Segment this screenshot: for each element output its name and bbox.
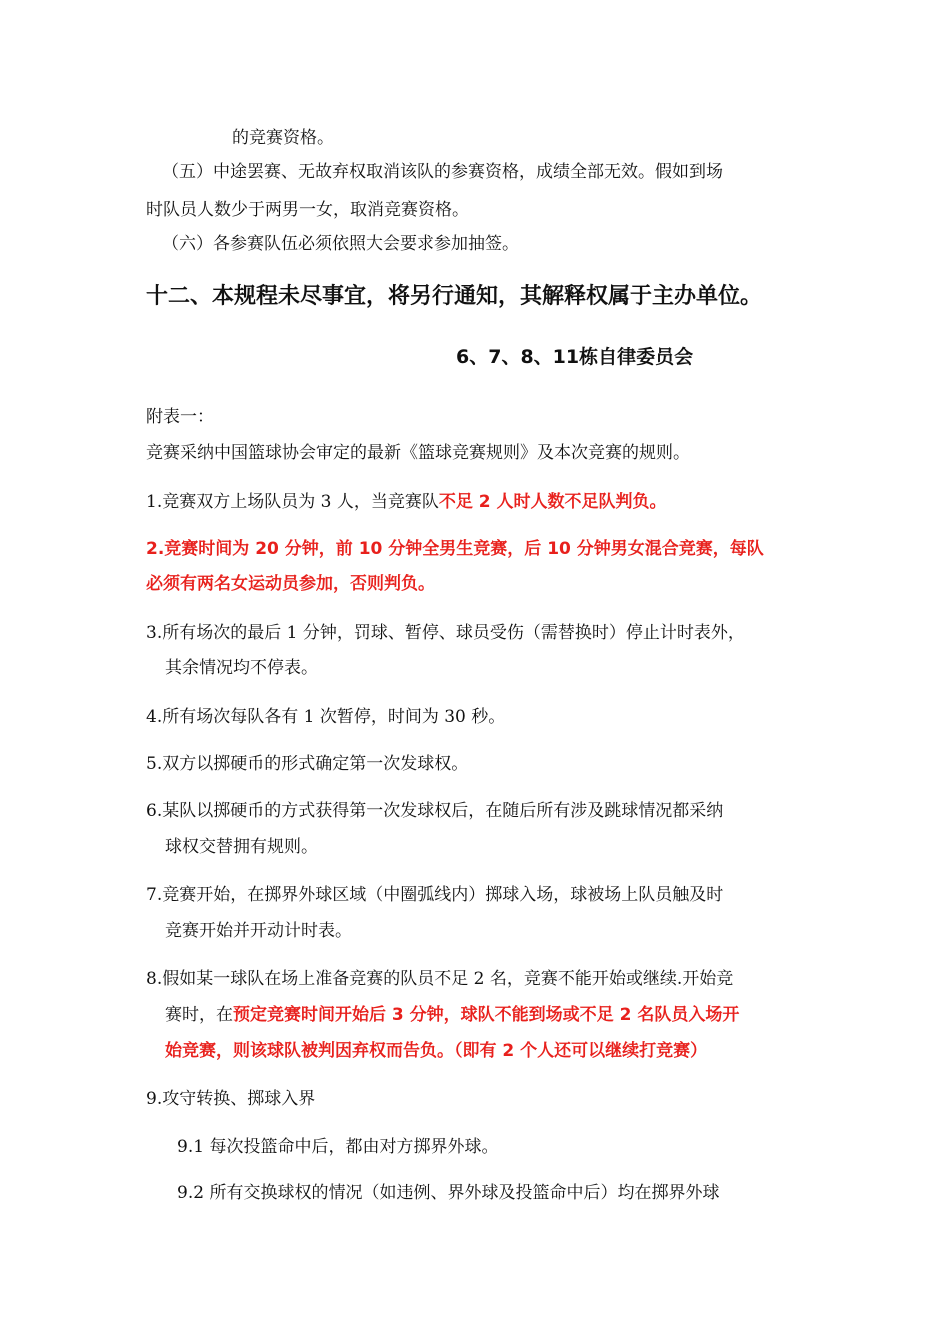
appendix-item-8-line-3: 始竞赛，则该球队被判因弃权而告负。（即有 2 个人还可以继续打竞赛） [165, 1041, 708, 1061]
appendix-item-2-highlight-1: 竞赛时间为 20 分钟，前 10 分钟全男生竞赛，后 10 分钟男女混合竞赛，每队 [164, 539, 764, 559]
appendix-item-4: 4.所有场次每队各有 1 次暂停，时间为 30 秒。 [146, 707, 506, 727]
appendix-item-1-highlight: 不足 2 人时人数不足队判负。 [438, 492, 667, 512]
rule-item-6: （六）各参赛队伍必须依照大会要求参加抽签。 [162, 234, 519, 254]
appendix-item-9-2: 9.2 所有交换球权的情况（如违例、界外球及投篮命中后）均在掷界外球 [177, 1183, 720, 1203]
appendix-item-2-number: 2. [146, 539, 165, 559]
appendix-item-2-line-2: 必须有两名女运动员参加，否则判负。 [146, 574, 435, 594]
appendix-item-1-text: 1.竞赛双方上场队员为 3 人，当竞赛队 [146, 492, 439, 512]
appendix-item-8-text: 赛时，在 [165, 1005, 233, 1025]
appendix-title: 附表一： [146, 407, 214, 427]
appendix-item-6-line-2: 球权交替拥有规则。 [165, 837, 318, 857]
appendix-item-1 [146, 490, 667, 514]
appendix-item-6-line-1: 6.某队以掷硬币的方式获得第一次发球权后，在随后所有涉及跳球情况都采纳 [146, 801, 724, 821]
appendix-intro: 竞赛采纳中国篮球协会审定的最新《篮球竞赛规则》及本次竞赛的规则。 [146, 443, 690, 463]
rule-item-5-line-1: （五）中途罢赛、无故弃权取消该队的参赛资格，成绩全部无效。假如到场 [162, 162, 723, 182]
appendix-item-3-line-1: 3.所有场次的最后 1 分钟，罚球、暂停、球员受伤（需替换时）停止计时表外， [146, 623, 745, 643]
rule-item-5-line-2: 时队员人数少于两男一女，取消竞赛资格。 [146, 200, 469, 220]
appendix-item-8-highlight-1: 预定竞赛时间开始后 3 分钟，球队不能到场或不足 2 名队员入场开 [233, 1005, 740, 1025]
section-12-heading: 十二、本规程未尽事宜，将另行通知，其解释权属于主办单位。 [146, 284, 763, 309]
appendix-item-8-line-1: 8.假如某一球队在场上准备竞赛的队员不足 2 名，竞赛不能开始或继续.开始竞 [146, 969, 734, 989]
signature-committee: 6、7、8、11栋自律委员会 [456, 346, 694, 368]
appendix-item-5: 5.双方以掷硬币的形式确定第一次发球权。 [146, 754, 469, 774]
appendix-item-9-1: 9.1 每次投篮命中后，都由对方掷界外球。 [177, 1137, 499, 1157]
appendix-item-3-line-2: 其余情况均不停表。 [165, 658, 318, 678]
appendix-item-9: 9.攻守转换、掷球入界 [146, 1089, 316, 1109]
appendix-item-7-line-1: 7.竞赛开始，在掷界外球区域（中圈弧线内）掷球入场，球被场上队员触及时 [146, 885, 724, 905]
appendix-item-8-line-2 [165, 1003, 739, 1027]
eligibility-tail-text: 的竞赛资格。 [232, 128, 334, 148]
appendix-item-7-line-2: 竞赛开始并开动计时表。 [165, 921, 352, 941]
appendix-item-2-line-1 [146, 537, 764, 561]
